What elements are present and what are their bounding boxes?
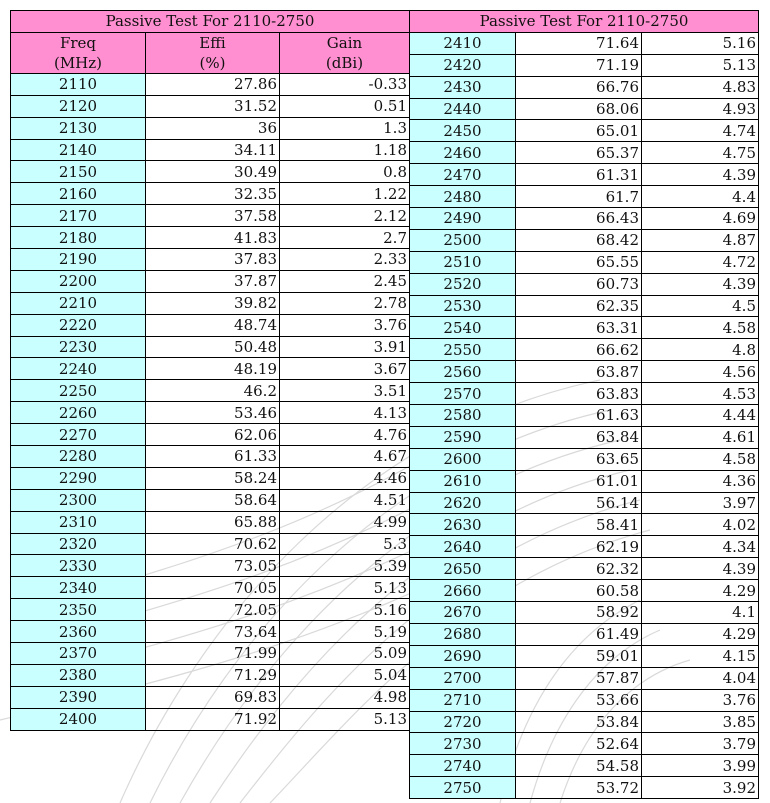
effi-cell: 73.64 <box>146 621 280 643</box>
table-row <box>11 511 410 533</box>
gain-cell: 2.12 <box>280 205 410 227</box>
gain-cell: 3.67 <box>280 358 410 380</box>
gain-cell: 1.22 <box>280 183 410 205</box>
table-row <box>11 358 410 380</box>
table-row <box>410 339 759 361</box>
gain-cell: 2.33 <box>280 249 410 271</box>
gain-cell: 4.83 <box>642 76 759 98</box>
freq-cell: 2600 <box>410 448 516 470</box>
freq-cell: 2680 <box>410 623 516 645</box>
effi-cell: 59.01 <box>516 645 642 667</box>
table-row <box>410 470 759 492</box>
gain-cell: 4.44 <box>642 405 759 427</box>
gain-cell: 4.99 <box>280 511 410 533</box>
freq-cell: 2420 <box>410 54 516 76</box>
gain-cell: 4.61 <box>642 426 759 448</box>
table-row <box>11 292 410 314</box>
freq-cell: 2580 <box>410 405 516 427</box>
table-row <box>410 98 759 120</box>
gain-cell: 5.13 <box>280 577 410 599</box>
freq-cell: 2180 <box>11 227 146 249</box>
gain-cell: 1.3 <box>280 117 410 139</box>
freq-cell: 2280 <box>11 446 146 468</box>
effi-cell: 32.35 <box>146 183 280 205</box>
header-unit: (MHz) <box>53 53 103 72</box>
gain-cell: 4.39 <box>642 273 759 295</box>
table-row <box>410 142 759 164</box>
effi-cell: 53.46 <box>146 402 280 424</box>
freq-cell: 2160 <box>11 183 146 205</box>
table-row <box>410 251 759 273</box>
effi-cell: 50.48 <box>146 336 280 358</box>
freq-cell: 2340 <box>11 577 146 599</box>
table-row <box>410 273 759 295</box>
table-row <box>410 667 759 689</box>
table-row <box>11 380 410 402</box>
freq-cell: 2440 <box>410 98 516 120</box>
freq-cell: 2490 <box>410 208 516 230</box>
freq-cell: 2710 <box>410 689 516 711</box>
freq-cell: 2110 <box>11 73 146 95</box>
freq-cell: 2370 <box>11 643 146 665</box>
effi-cell: 58.41 <box>516 514 642 536</box>
effi-cell: 68.42 <box>516 229 642 251</box>
gain-cell: 3.51 <box>280 380 410 402</box>
table-title: Passive Test For 2110-2750 <box>410 11 759 33</box>
effi-cell: 63.65 <box>516 448 642 470</box>
gain-cell: 3.99 <box>642 755 759 777</box>
freq-cell: 2520 <box>410 273 516 295</box>
gain-cell: 0.8 <box>280 161 410 183</box>
freq-cell: 2330 <box>11 555 146 577</box>
table-row <box>410 208 759 230</box>
freq-cell: 2530 <box>410 295 516 317</box>
table-row <box>11 599 410 621</box>
effi-cell: 53.72 <box>516 777 642 799</box>
table-row <box>11 643 410 665</box>
gain-cell: 4.15 <box>642 645 759 667</box>
effi-cell: 46.2 <box>146 380 280 402</box>
effi-cell: 53.66 <box>516 689 642 711</box>
table-row <box>11 161 410 183</box>
table-row <box>11 708 410 730</box>
freq-cell: 2500 <box>410 229 516 251</box>
freq-cell: 2450 <box>410 120 516 142</box>
table-row <box>410 164 759 186</box>
effi-cell: 72.05 <box>146 599 280 621</box>
header-line: Gain <box>326 33 363 52</box>
effi-cell: 70.62 <box>146 533 280 555</box>
table-row <box>410 733 759 755</box>
table-row <box>410 755 759 777</box>
effi-cell: 58.92 <box>516 602 642 624</box>
effi-cell: 58.64 <box>146 489 280 511</box>
freq-cell: 2360 <box>11 621 146 643</box>
gain-cell: 4.98 <box>280 686 410 708</box>
column-header-effi <box>146 32 280 73</box>
gain-cell: 5.39 <box>280 555 410 577</box>
freq-cell: 2540 <box>410 317 516 339</box>
freq-cell: 2670 <box>410 602 516 624</box>
effi-cell: 66.43 <box>516 208 642 230</box>
freq-cell: 2260 <box>11 402 146 424</box>
freq-cell: 2550 <box>410 339 516 361</box>
effi-cell: 65.88 <box>146 511 280 533</box>
gain-cell: 4.4 <box>642 186 759 208</box>
freq-cell: 2560 <box>410 361 516 383</box>
gain-cell: 5.13 <box>280 708 410 730</box>
gain-cell: 5.16 <box>280 599 410 621</box>
gain-cell: 4.29 <box>642 623 759 645</box>
freq-cell: 2190 <box>11 249 146 271</box>
freq-cell: 2640 <box>410 536 516 558</box>
column-header-freq <box>11 32 146 73</box>
effi-cell: 65.55 <box>516 251 642 273</box>
table-row <box>11 467 410 489</box>
freq-cell: 2430 <box>410 76 516 98</box>
effi-cell: 61.01 <box>516 470 642 492</box>
effi-cell: 27.86 <box>146 73 280 95</box>
effi-cell: 41.83 <box>146 227 280 249</box>
gain-cell: 3.92 <box>642 777 759 799</box>
effi-cell: 65.37 <box>516 142 642 164</box>
passive-test-table-right <box>409 10 759 799</box>
freq-cell: 2130 <box>11 117 146 139</box>
freq-cell: 2220 <box>11 314 146 336</box>
freq-cell: 2270 <box>11 424 146 446</box>
effi-cell: 61.49 <box>516 623 642 645</box>
gain-cell: 4.58 <box>642 317 759 339</box>
gain-cell: 4.39 <box>642 164 759 186</box>
gain-cell: 5.3 <box>280 533 410 555</box>
table-row <box>11 664 410 686</box>
table-row <box>11 686 410 708</box>
effi-cell: 48.74 <box>146 314 280 336</box>
table-row <box>11 73 410 95</box>
gain-cell: 4.1 <box>642 602 759 624</box>
freq-cell: 2700 <box>410 667 516 689</box>
effi-cell: 73.05 <box>146 555 280 577</box>
table-row <box>11 314 410 336</box>
gain-cell: 4.93 <box>642 98 759 120</box>
effi-cell: 62.35 <box>516 295 642 317</box>
gain-cell: 3.76 <box>642 689 759 711</box>
header-unit: (dBi) <box>325 53 364 72</box>
gain-cell: 4.72 <box>642 251 759 273</box>
table-row <box>410 558 759 580</box>
effi-cell: 36 <box>146 117 280 139</box>
table-row <box>410 383 759 405</box>
freq-cell: 2460 <box>410 142 516 164</box>
table-row <box>410 623 759 645</box>
effi-cell: 71.64 <box>516 32 642 54</box>
gain-cell: 4.67 <box>280 446 410 468</box>
gain-cell: 4.76 <box>280 424 410 446</box>
table-row <box>11 117 410 139</box>
gain-cell: 4.58 <box>642 448 759 470</box>
effi-cell: 71.29 <box>146 664 280 686</box>
effi-cell: 62.19 <box>516 536 642 558</box>
gain-cell: 0.51 <box>280 95 410 117</box>
effi-cell: 30.49 <box>146 161 280 183</box>
effi-cell: 54.58 <box>516 755 642 777</box>
passive-test-table-left <box>10 10 410 731</box>
table-row <box>410 448 759 470</box>
gain-cell: 4.02 <box>642 514 759 536</box>
freq-cell: 2660 <box>410 580 516 602</box>
table-row <box>410 492 759 514</box>
freq-cell: 2590 <box>410 426 516 448</box>
gain-cell: 3.97 <box>642 492 759 514</box>
effi-cell: 62.06 <box>146 424 280 446</box>
gain-cell: 3.76 <box>280 314 410 336</box>
gain-cell: 5.16 <box>642 32 759 54</box>
freq-cell: 2290 <box>11 467 146 489</box>
freq-cell: 2300 <box>11 489 146 511</box>
gain-cell: 3.91 <box>280 336 410 358</box>
gain-cell: 4.51 <box>280 489 410 511</box>
table-row <box>410 426 759 448</box>
table-row <box>11 95 410 117</box>
effi-cell: 63.31 <box>516 317 642 339</box>
effi-cell: 71.19 <box>516 54 642 76</box>
table-row <box>11 205 410 227</box>
freq-cell: 2620 <box>410 492 516 514</box>
effi-cell: 37.58 <box>146 205 280 227</box>
effi-cell: 37.83 <box>146 249 280 271</box>
gain-cell: 4.74 <box>642 120 759 142</box>
header-line: Freq <box>59 33 97 52</box>
table-row <box>11 446 410 468</box>
effi-cell: 70.05 <box>146 577 280 599</box>
effi-cell: 63.87 <box>516 361 642 383</box>
table-row <box>410 317 759 339</box>
freq-cell: 2200 <box>11 270 146 292</box>
effi-cell: 58.24 <box>146 467 280 489</box>
table-row <box>11 577 410 599</box>
table-row <box>11 227 410 249</box>
effi-cell: 37.87 <box>146 270 280 292</box>
freq-cell: 2170 <box>11 205 146 227</box>
freq-cell: 2250 <box>11 380 146 402</box>
table-row <box>410 229 759 251</box>
freq-cell: 2310 <box>11 511 146 533</box>
effi-cell: 60.73 <box>516 273 642 295</box>
gain-cell: 5.19 <box>280 621 410 643</box>
gain-cell: 2.45 <box>280 270 410 292</box>
table-row <box>11 489 410 511</box>
effi-cell: 69.83 <box>146 686 280 708</box>
gain-cell: 5.04 <box>280 664 410 686</box>
table-row <box>410 361 759 383</box>
gain-cell: 4.75 <box>642 142 759 164</box>
freq-cell: 2720 <box>410 711 516 733</box>
freq-cell: 2610 <box>410 470 516 492</box>
gain-cell: 5.13 <box>642 54 759 76</box>
table-row <box>410 295 759 317</box>
gain-cell: 4.5 <box>642 295 759 317</box>
effi-cell: 61.63 <box>516 405 642 427</box>
freq-cell: 2350 <box>11 599 146 621</box>
table-row <box>410 645 759 667</box>
column-header-gain <box>280 32 410 73</box>
table-title: Passive Test For 2110-2750 <box>11 11 410 33</box>
effi-cell: 53.84 <box>516 711 642 733</box>
freq-cell: 2120 <box>11 95 146 117</box>
effi-cell: 65.01 <box>516 120 642 142</box>
gain-cell: 4.53 <box>642 383 759 405</box>
gain-cell: 4.69 <box>642 208 759 230</box>
freq-cell: 2690 <box>410 645 516 667</box>
gain-cell: 3.79 <box>642 733 759 755</box>
table-row <box>11 249 410 271</box>
table-row <box>11 270 410 292</box>
table-row <box>410 602 759 624</box>
freq-cell: 2210 <box>11 292 146 314</box>
freq-cell: 2730 <box>410 733 516 755</box>
gain-cell: 2.78 <box>280 292 410 314</box>
freq-cell: 2470 <box>410 164 516 186</box>
effi-cell: 71.92 <box>146 708 280 730</box>
gain-cell: 4.13 <box>280 402 410 424</box>
table-row <box>410 76 759 98</box>
effi-cell: 48.19 <box>146 358 280 380</box>
table-row <box>410 689 759 711</box>
gain-cell: 5.09 <box>280 643 410 665</box>
freq-cell: 2510 <box>410 251 516 273</box>
table-row <box>410 120 759 142</box>
table-row <box>11 621 410 643</box>
effi-cell: 34.11 <box>146 139 280 161</box>
table-row <box>410 580 759 602</box>
table-row <box>410 777 759 799</box>
gain-cell: 4.46 <box>280 467 410 489</box>
header-line: Effi <box>199 33 226 52</box>
freq-cell: 2380 <box>11 664 146 686</box>
freq-cell: 2150 <box>11 161 146 183</box>
effi-cell: 57.87 <box>516 667 642 689</box>
table-row <box>410 54 759 76</box>
table-row <box>11 555 410 577</box>
table-row <box>410 186 759 208</box>
gain-cell: 4.39 <box>642 558 759 580</box>
effi-cell: 63.84 <box>516 426 642 448</box>
effi-cell: 61.31 <box>516 164 642 186</box>
table-row <box>410 711 759 733</box>
table-row <box>11 424 410 446</box>
effi-cell: 66.62 <box>516 339 642 361</box>
gain-cell: 4.8 <box>642 339 759 361</box>
freq-cell: 2410 <box>410 32 516 54</box>
effi-cell: 61.7 <box>516 186 642 208</box>
freq-cell: 2630 <box>410 514 516 536</box>
gain-cell: 4.87 <box>642 229 759 251</box>
effi-cell: 61.33 <box>146 446 280 468</box>
freq-cell: 2750 <box>410 777 516 799</box>
gain-cell: 4.34 <box>642 536 759 558</box>
effi-cell: 52.64 <box>516 733 642 755</box>
freq-cell: 2230 <box>11 336 146 358</box>
effi-cell: 56.14 <box>516 492 642 514</box>
table-row <box>11 139 410 161</box>
table-row <box>11 336 410 358</box>
freq-cell: 2320 <box>11 533 146 555</box>
gain-cell: 2.7 <box>280 227 410 249</box>
freq-cell: 2480 <box>410 186 516 208</box>
freq-cell: 2740 <box>410 755 516 777</box>
table-row <box>410 536 759 558</box>
freq-cell: 2140 <box>11 139 146 161</box>
table-row <box>410 514 759 536</box>
effi-cell: 68.06 <box>516 98 642 120</box>
gain-cell: 4.04 <box>642 667 759 689</box>
gain-cell: 4.36 <box>642 470 759 492</box>
effi-cell: 39.82 <box>146 292 280 314</box>
gain-cell: 1.18 <box>280 139 410 161</box>
freq-cell: 2400 <box>11 708 146 730</box>
effi-cell: 63.83 <box>516 383 642 405</box>
table-row <box>11 183 410 205</box>
gain-cell: 4.56 <box>642 361 759 383</box>
gain-cell: 3.85 <box>642 711 759 733</box>
table-row <box>410 405 759 427</box>
gain-cell: -0.33 <box>280 73 410 95</box>
effi-cell: 71.99 <box>146 643 280 665</box>
freq-cell: 2390 <box>11 686 146 708</box>
freq-cell: 2650 <box>410 558 516 580</box>
header-unit: (%) <box>199 53 226 72</box>
table-row <box>410 32 759 54</box>
effi-cell: 66.76 <box>516 76 642 98</box>
table-row <box>11 533 410 555</box>
effi-cell: 60.58 <box>516 580 642 602</box>
gain-cell: 4.29 <box>642 580 759 602</box>
freq-cell: 2240 <box>11 358 146 380</box>
effi-cell: 62.32 <box>516 558 642 580</box>
effi-cell: 31.52 <box>146 95 280 117</box>
table-row <box>11 402 410 424</box>
freq-cell: 2570 <box>410 383 516 405</box>
